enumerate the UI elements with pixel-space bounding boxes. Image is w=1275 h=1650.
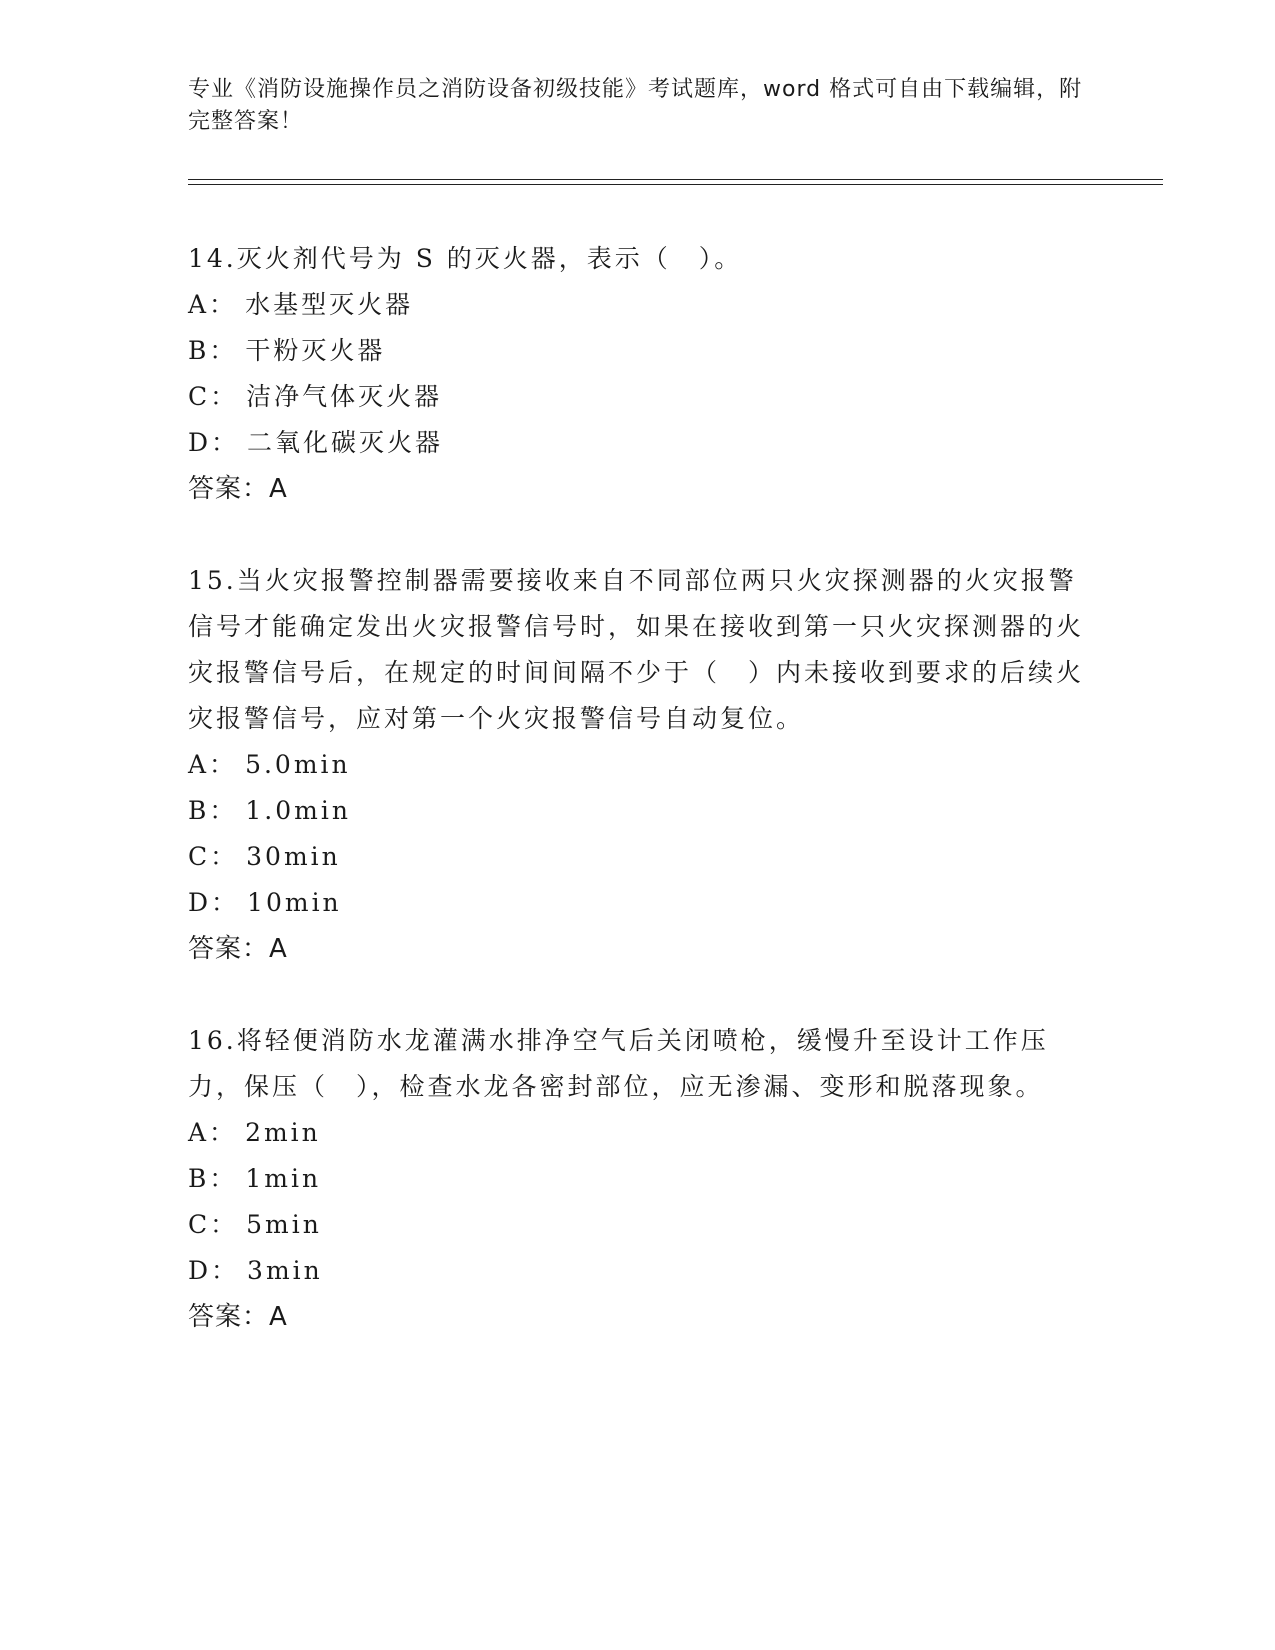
- option-text: 干粉灭火器: [245, 336, 386, 365]
- option-a: [188, 1110, 1088, 1156]
- option-text: 二氧化碳灭火器: [247, 428, 444, 457]
- option-letter: D：: [188, 888, 240, 917]
- option-text: 2min: [245, 1118, 321, 1147]
- option-letter: A：: [188, 1118, 238, 1147]
- option-letter: D：: [188, 1256, 240, 1285]
- option-text: 5min: [246, 1210, 322, 1239]
- option-letter: B：: [188, 1164, 238, 1193]
- option-letter: C：: [188, 1210, 239, 1239]
- answer-line: 答案：A: [188, 934, 288, 964]
- question-stem: 14.灭火剂代号为 S 的灭火器，表示（ ）。: [188, 244, 743, 273]
- header-divider-bottom: [188, 184, 1163, 185]
- option-letter: D：: [188, 428, 240, 457]
- option-letter: C：: [188, 842, 239, 871]
- answer-line: 答案：A: [188, 474, 288, 504]
- document-header: 专业《消防设施操作员之消防设备初级技能》考试题库，word 格式可自由下载编辑，附完整答案！: [188, 77, 1083, 134]
- option-letter: A：: [188, 750, 238, 779]
- option-d: [188, 880, 1088, 926]
- option-letter: C：: [188, 382, 239, 411]
- option-c: [188, 374, 1088, 420]
- question-14: [188, 236, 1088, 512]
- option-b: [188, 1156, 1088, 1202]
- option-text: 1.0min: [245, 796, 351, 825]
- option-c: [188, 834, 1088, 880]
- header-divider-top: [188, 179, 1163, 180]
- option-letter: B：: [188, 336, 238, 365]
- option-b: [188, 788, 1088, 834]
- option-text: 水基型灭火器: [245, 290, 414, 319]
- option-text: 1min: [245, 1164, 322, 1193]
- option-text: 洁净气体灭火器: [246, 382, 443, 411]
- option-c: [188, 1202, 1088, 1248]
- option-letter: A：: [188, 290, 238, 319]
- answer-line: 答案：A: [188, 1302, 288, 1332]
- option-d: [188, 420, 1088, 466]
- question-16: [188, 1018, 1088, 1340]
- option-text: 10min: [247, 888, 342, 917]
- option-b: [188, 328, 1088, 374]
- option-letter: B：: [188, 796, 238, 825]
- question-stem: 15.当火灾报警控制器需要接收来自不同部位两只火灾探测器的火灾报警信号才能确定发出火灾报警信号时，如果在接收到第一只火灾探测器的火灾报警信号后，在规定的时间间隔不少于（ ）内未接收到要求的后续火灾报警信号，应对第一个火灾报警信号自动复位。: [188, 566, 1085, 733]
- option-a: [188, 282, 1088, 328]
- question-stem: 16.将轻便消防水龙灌满水排净空气后关闭喷枪，缓慢升至设计工作压力，保压（ ），检查水龙各密封部位，应无渗漏、变形和脱落现象。: [188, 1026, 1049, 1101]
- option-text: 30min: [246, 842, 341, 871]
- option-text: 5.0min: [245, 750, 351, 779]
- option-d: [188, 1248, 1088, 1294]
- question-15: [188, 558, 1088, 972]
- option-text: 3min: [247, 1256, 323, 1285]
- option-a: [188, 742, 1088, 788]
